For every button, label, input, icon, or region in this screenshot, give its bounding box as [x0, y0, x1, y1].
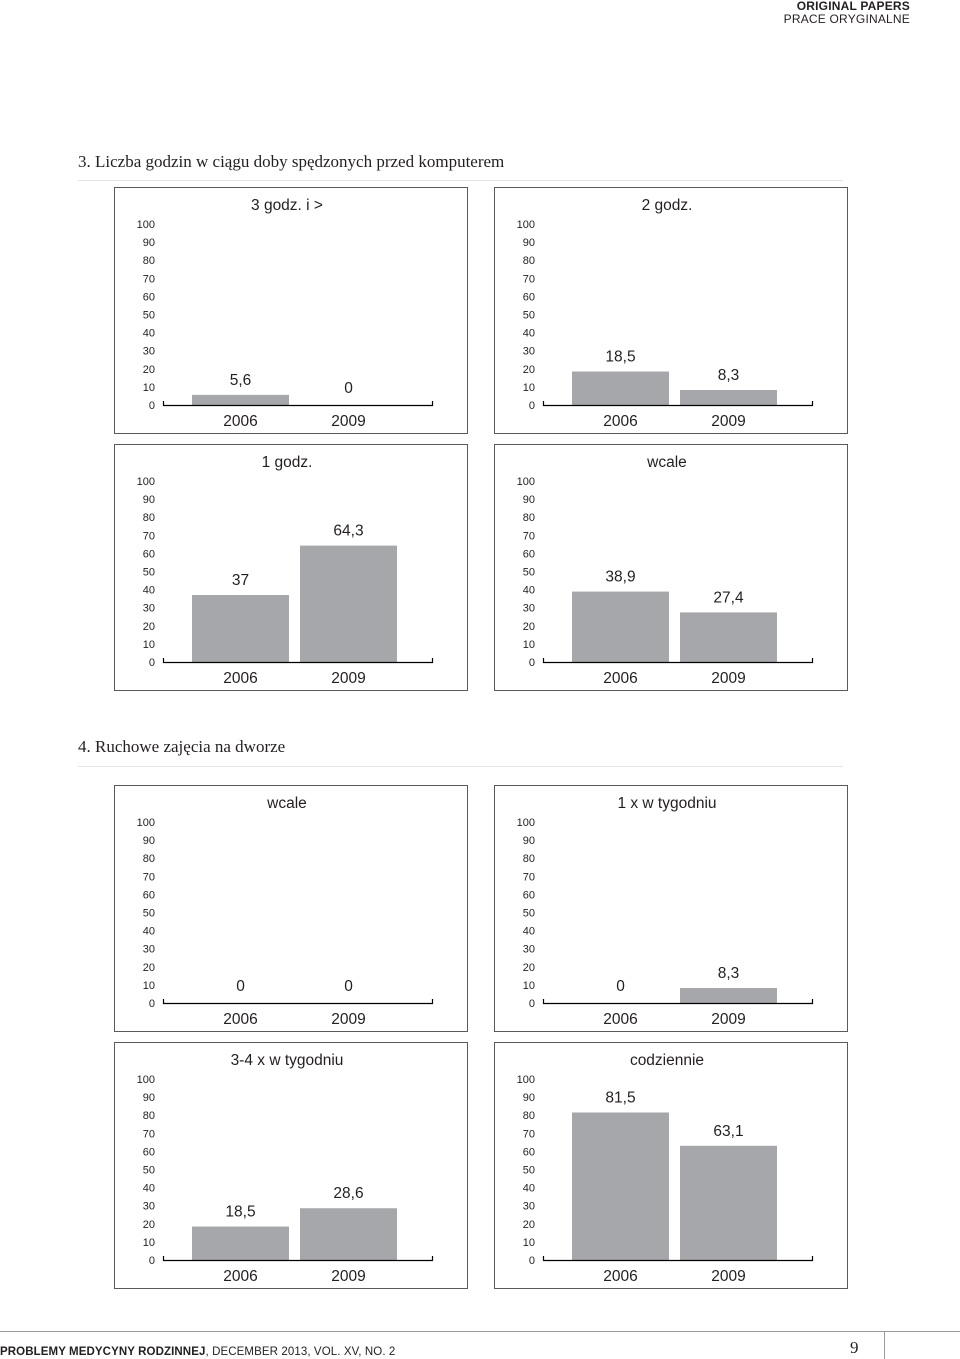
y-tick-label-10: 10	[142, 381, 155, 394]
chart-panel-3-4x-tygodniu	[114, 1042, 468, 1289]
y-tick-label-70: 70	[142, 871, 155, 884]
chart-svg	[115, 445, 467, 690]
y-tick-label-30: 30	[142, 602, 155, 615]
y-tick-label-40: 40	[522, 327, 535, 340]
y-tick-label-90: 90	[142, 494, 155, 507]
page-footer	[0, 1331, 960, 1359]
value-label-2009: 8,3	[717, 964, 740, 982]
category-label-2006: 2006	[603, 413, 638, 430]
bar-2006	[572, 1112, 669, 1260]
chart-title: 1 godz.	[261, 454, 313, 471]
journal-name: PROBLEMY MEDYCYNY RODZINNEJ	[0, 1346, 206, 1358]
y-tick-label-20: 20	[142, 363, 155, 376]
y-tick-label-90: 90	[142, 1092, 155, 1105]
section-4-title: 4. Ruchowe zajęcia na dworze	[78, 737, 286, 756]
chart-title: 3-4 x w tygodniu	[230, 1052, 344, 1069]
chart-title: 3 godz. i >	[251, 197, 323, 214]
y-tick-label-60: 60	[142, 1146, 155, 1159]
y-tick-label-50: 50	[522, 907, 535, 920]
y-tick-label-100: 100	[136, 219, 155, 231]
section-3-title: 3. Liczba godzin w ciągu doby spędzonych przed komputerem	[78, 152, 505, 171]
y-tick-label-10: 10	[522, 1236, 535, 1249]
y-tick-label-80: 80	[522, 512, 535, 525]
y-tick-label-20: 20	[522, 1218, 535, 1231]
y-tick-label-90: 90	[142, 835, 155, 848]
journal-issue: , DECEMBER 2013, VOL. XV, NO. 2	[205, 1346, 396, 1358]
category-label-2009: 2009	[711, 670, 746, 687]
y-tick-label-70: 70	[142, 530, 155, 543]
category-label-2009: 2009	[331, 1011, 366, 1028]
y-tick-label-40: 40	[142, 327, 155, 340]
chart-svg	[495, 445, 847, 690]
value-label-2009: 63,1	[713, 1122, 744, 1140]
value-label-2009: 64,3	[333, 522, 364, 540]
y-tick-label-90: 90	[522, 835, 535, 848]
chart-svg	[115, 1043, 467, 1288]
category-label-2009: 2009	[331, 670, 366, 687]
y-tick-label-40: 40	[142, 1182, 155, 1195]
y-tick-label-60: 60	[142, 291, 155, 304]
y-tick-label-100: 100	[516, 219, 535, 231]
y-tick-label-80: 80	[142, 512, 155, 525]
y-tick-label-60: 60	[522, 291, 535, 304]
y-tick-label-0: 0	[528, 657, 535, 669]
value-label-2006: 0	[616, 978, 625, 995]
y-tick-label-80: 80	[522, 255, 535, 268]
chart-svg	[495, 188, 847, 433]
y-tick-label-0: 0	[148, 657, 155, 669]
y-tick-label-20: 20	[522, 961, 535, 974]
y-tick-label-30: 30	[522, 345, 535, 358]
y-tick-label-0: 0	[148, 400, 155, 412]
bar-2006	[572, 592, 669, 662]
y-tick-label-60: 60	[522, 889, 535, 902]
y-tick-label-20: 20	[522, 363, 535, 376]
y-tick-label-90: 90	[522, 237, 535, 250]
category-label-2006: 2006	[603, 1268, 638, 1285]
value-label-2009: 0	[344, 978, 353, 995]
y-tick-label-100: 100	[516, 476, 535, 488]
y-tick-label-40: 40	[522, 925, 535, 938]
bar-2009	[300, 546, 397, 662]
y-tick-label-60: 60	[522, 548, 535, 561]
category-label-2006: 2006	[223, 1268, 258, 1285]
y-tick-label-50: 50	[522, 309, 535, 322]
y-tick-label-30: 30	[142, 943, 155, 956]
category-label-2006: 2006	[223, 413, 258, 430]
chart-panel-wcale-hours	[494, 444, 848, 691]
y-tick-label-50: 50	[142, 1164, 155, 1177]
category-label-2009: 2009	[711, 1268, 746, 1285]
category-label-2006: 2006	[223, 1011, 258, 1028]
chart-title: 2 godz.	[641, 197, 693, 214]
y-tick-label-90: 90	[522, 1092, 535, 1105]
chart-title: codziennie	[629, 1052, 705, 1069]
value-label-2006: 38,9	[605, 568, 636, 586]
y-tick-label-0: 0	[528, 400, 535, 412]
y-tick-label-10: 10	[142, 638, 155, 651]
y-tick-label-0: 0	[528, 1255, 535, 1267]
page-header	[784, 0, 910, 26]
y-tick-label-70: 70	[142, 1128, 155, 1141]
bar-2009	[680, 988, 777, 1003]
y-tick-label-10: 10	[522, 638, 535, 651]
y-tick-label-80: 80	[142, 255, 155, 268]
chart-svg	[115, 786, 467, 1031]
y-tick-label-80: 80	[522, 1110, 535, 1123]
y-tick-label-0: 0	[528, 998, 535, 1010]
chart-title: wcale	[267, 795, 307, 812]
y-tick-label-20: 20	[142, 1218, 155, 1231]
value-label-2006: 81,5	[605, 1089, 636, 1107]
chart-svg	[495, 786, 847, 1031]
y-tick-label-100: 100	[136, 817, 155, 829]
y-tick-label-60: 60	[522, 1146, 535, 1159]
y-tick-label-30: 30	[522, 602, 535, 615]
header-prace-oryginalne: PRACE ORYGINALNE	[783, 12, 910, 26]
page-number: 9	[850, 1338, 859, 1357]
y-tick-label-40: 40	[522, 584, 535, 597]
y-tick-label-50: 50	[142, 907, 155, 920]
value-label-2006: 0	[236, 978, 245, 995]
y-tick-label-90: 90	[142, 237, 155, 250]
chart-title: wcale	[647, 454, 687, 471]
y-tick-label-80: 80	[522, 853, 535, 866]
value-label-2006: 37	[231, 572, 250, 590]
y-tick-label-30: 30	[142, 1200, 155, 1213]
y-tick-label-0: 0	[148, 1255, 155, 1267]
y-tick-label-50: 50	[522, 1164, 535, 1177]
value-label-2009: 28,6	[333, 1185, 364, 1203]
category-label-2009: 2009	[331, 413, 366, 430]
category-label-2009: 2009	[711, 1011, 746, 1028]
chart-panel-codziennie	[494, 1042, 848, 1289]
y-tick-label-20: 20	[522, 620, 535, 633]
footer-separator	[884, 1332, 885, 1359]
y-tick-label-60: 60	[142, 889, 155, 902]
y-tick-label-20: 20	[142, 961, 155, 974]
y-tick-label-70: 70	[142, 273, 155, 286]
y-tick-label-20: 20	[142, 620, 155, 633]
journal-citation	[0, 1346, 395, 1358]
y-tick-label-100: 100	[136, 476, 155, 488]
chart-title: 1 x w tygodniu	[617, 795, 717, 812]
value-label-2009: 27,4	[713, 589, 744, 607]
value-label-2006: 18,5	[225, 1203, 256, 1221]
y-tick-label-100: 100	[136, 1074, 155, 1086]
chart-panel-1x-tygodniu	[494, 785, 848, 1032]
y-tick-label-30: 30	[142, 345, 155, 358]
y-tick-label-70: 70	[522, 273, 535, 286]
y-tick-label-40: 40	[522, 1182, 535, 1195]
bar-2006	[192, 395, 289, 405]
y-tick-label-10: 10	[142, 1236, 155, 1249]
bar-2009	[680, 1146, 777, 1260]
y-tick-label-40: 40	[142, 925, 155, 938]
y-tick-label-70: 70	[522, 1128, 535, 1141]
y-tick-label-50: 50	[142, 566, 155, 579]
y-tick-label-60: 60	[142, 548, 155, 561]
chart-panel-wcale-outdoor	[114, 785, 468, 1032]
y-tick-label-80: 80	[142, 853, 155, 866]
category-label-2006: 2006	[603, 670, 638, 687]
category-label-2006: 2006	[223, 670, 258, 687]
category-label-2006: 2006	[603, 1011, 638, 1028]
value-label-2009: 8,3	[717, 366, 740, 384]
bar-2006	[192, 595, 289, 662]
y-tick-label-40: 40	[142, 584, 155, 597]
category-label-2009: 2009	[711, 413, 746, 430]
chart-panel-2-godz	[494, 187, 848, 434]
y-tick-label-0: 0	[148, 998, 155, 1010]
y-tick-label-70: 70	[522, 530, 535, 543]
y-tick-label-10: 10	[522, 979, 535, 992]
category-label-2009: 2009	[331, 1268, 366, 1285]
y-tick-label-10: 10	[142, 979, 155, 992]
bar-2009	[680, 390, 777, 405]
y-tick-label-100: 100	[516, 817, 535, 829]
bar-2006	[192, 1227, 289, 1260]
chart-svg	[495, 1043, 847, 1288]
y-tick-label-50: 50	[142, 309, 155, 322]
chart-panel-3-godz	[114, 187, 468, 434]
y-tick-label-10: 10	[522, 381, 535, 394]
section-3-rule	[78, 180, 843, 181]
y-tick-label-100: 100	[516, 1074, 535, 1086]
y-tick-label-70: 70	[522, 871, 535, 884]
bar-2006	[572, 372, 669, 405]
y-tick-label-80: 80	[142, 1110, 155, 1123]
bar-2009	[300, 1208, 397, 1260]
y-tick-label-30: 30	[522, 1200, 535, 1213]
value-label-2006: 18,5	[605, 348, 636, 366]
value-label-2006: 5,6	[229, 371, 252, 389]
section-4-rule	[78, 766, 843, 767]
chart-svg	[115, 188, 467, 433]
y-tick-label-50: 50	[522, 566, 535, 579]
value-label-2009: 0	[344, 380, 353, 397]
bar-2009	[680, 612, 777, 662]
chart-panel-1-godz	[114, 444, 468, 691]
y-tick-label-90: 90	[522, 494, 535, 507]
header-original-papers: ORIGINAL PAPERS	[796, 0, 910, 13]
y-tick-label-30: 30	[522, 943, 535, 956]
